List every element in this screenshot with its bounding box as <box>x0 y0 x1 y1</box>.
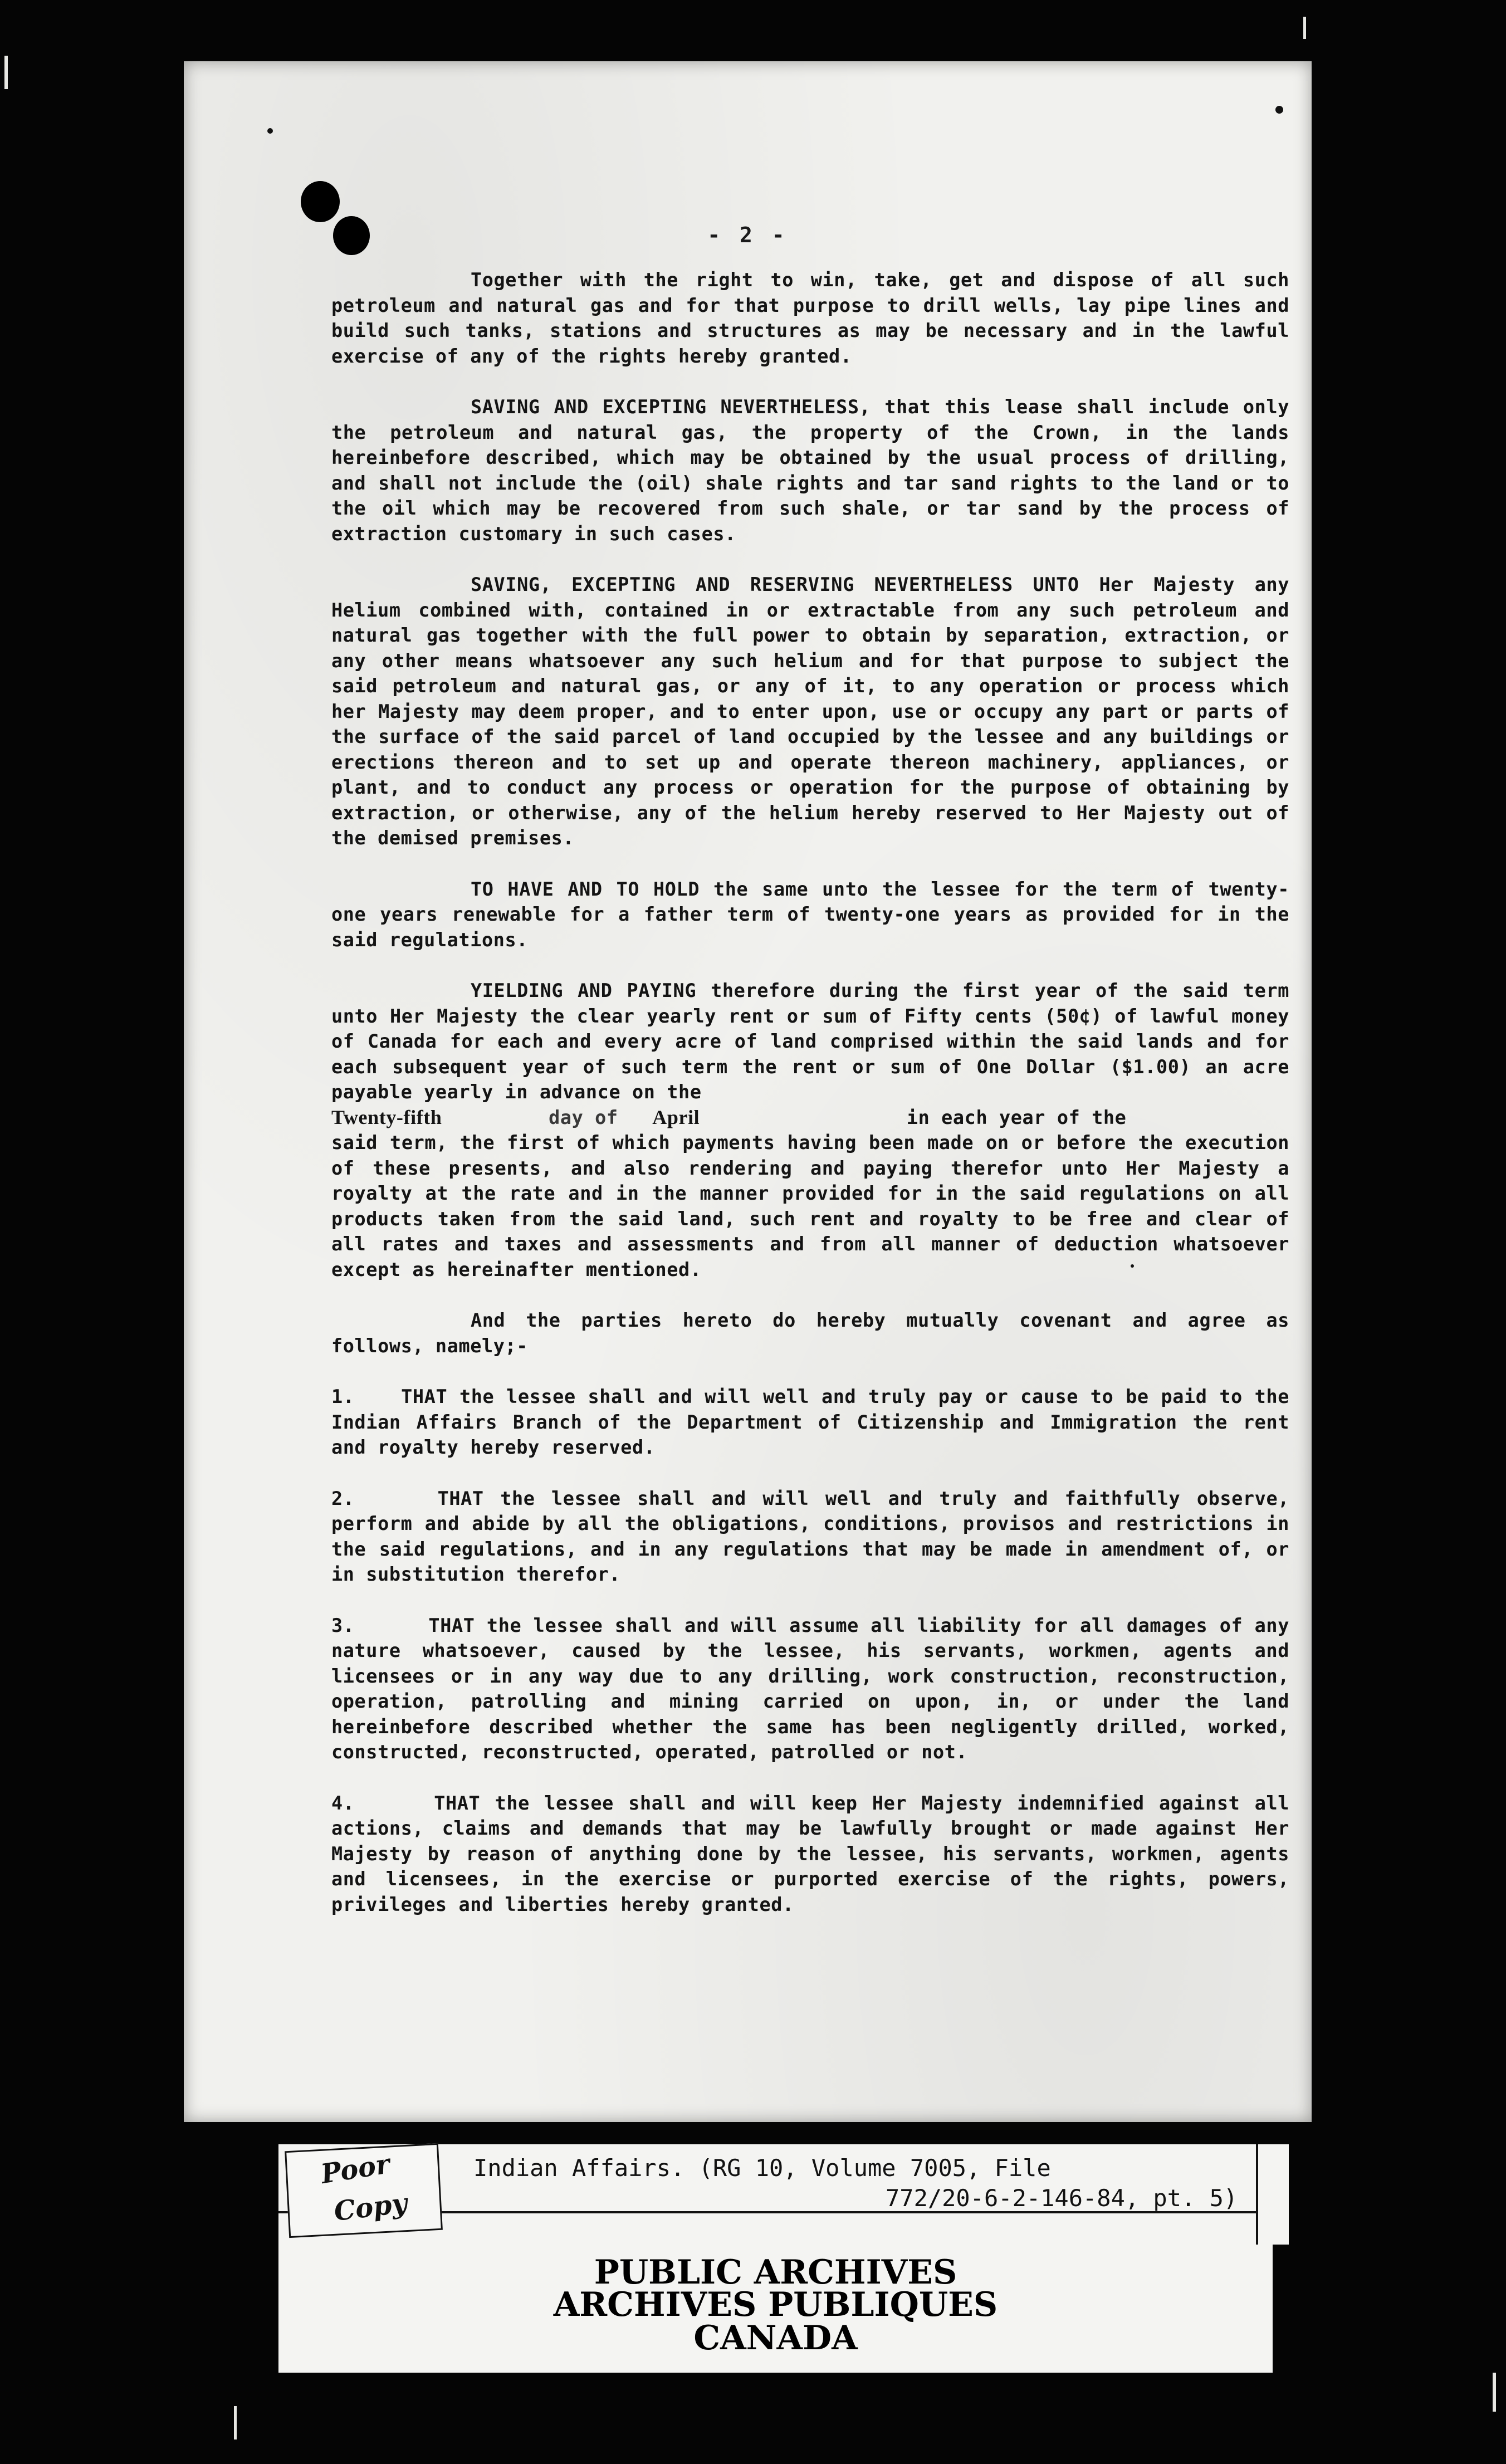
archive-name-line-2: ARCHIVES PUBLIQUES <box>553 2285 998 2324</box>
clause-number: 2. <box>331 1487 355 1509</box>
archive-name-line-3: CANADA <box>693 2319 858 2358</box>
clause-text: THAT the lessee shall and will well and truly pay or cause to be paid to the Indian Affairs Branch of the Department of Citizenship and Immigration the rent and royalty hereby reserved. <box>331 1386 1289 1458</box>
paragraph-parties: And the parties hereto do hereby mutually covenant and agree as follows, namely;- <box>331 1309 1289 1357</box>
poor-copy-line-2: Copy <box>332 2187 409 2228</box>
clause-4 <box>331 1791 1289 1918</box>
poor-copy-label <box>285 2143 443 2238</box>
dust-speck <box>267 128 273 134</box>
slate-tab <box>1256 2144 1289 2245</box>
payment-day: Twenty-fifth <box>331 1106 442 1128</box>
clause-2 <box>331 1486 1289 1587</box>
yielding-part2: said term, the first of which payments having been made on or before the execution of these presents, and also rendering and paying therefor unto Her Majesty a royalty at the rate and in the manner provided for in the said regulations on all products taken from the said land, such rent and royalty to be free and clear of all rates and taxes and assessments and from all manner of deduction whatsoever except as hereinafter mentioned. <box>331 1132 1289 1280</box>
clause-number: 3. <box>331 1614 355 1636</box>
paragraph-to-have: TO HAVE AND TO HOLD the same unto the lessee for the term of twenty-one years renewable for a father term of twenty-one years as provided for in the said regulations. <box>331 878 1289 951</box>
page-number: - 2 - <box>707 223 788 247</box>
payment-month: April <box>652 1106 700 1128</box>
clause-text: THAT the lessee shall and will keep Her Majesty indemnified against all actions, claims and demands that may be lawfully brought or made against Her Majesty by reason of anything done by the lessee, his servants, workmen, agents and licensees, in the exercise or purported exercise of the rights, powers, privileges and liberties hereby granted. <box>331 1792 1289 1915</box>
payment-rest: in each year of the <box>906 1106 1127 1128</box>
yielding-part1: YIELDING AND PAYING therefore during the first year of the said term unto Her Majesty the clear yearly rent or sum of Fifty cents (50¢) of lawful money of Canada for each and every acre of land comprised within the said lands and for each subsequent year of such term the rent or sum of One Dollar ($1.00) an acre payable yearly in advance on the <box>331 980 1289 1103</box>
lease-body <box>331 267 1289 1943</box>
document-page <box>184 61 1312 2122</box>
punch-hole-icon <box>301 181 340 222</box>
paragraph-together: Together with the right to win, take, get and dispose of all such petroleum and natural gas and for that purpose to drill wells, lay pipe lines and build such tanks, stations and structures as may be necessary and in the lawful exercise of any of the rights hereby granted. <box>331 269 1289 367</box>
paragraph-saving-reserving: SAVING, EXCEPTING AND RESERVING NEVERTHELESS UNTO Her Majesty any Helium combined with, contained in or extractable from any such petroleum and natural gas together with the full power to obtain by separation, extraction, or any other means whatsoever any such helium and for that purpose to subject the said petroleum and natural gas, or any of it, to any operation or process which her Majesty may deem proper, and to enter upon, use or occupy any part or parts of the surface of the said parcel of land occupied by the lessee and any buildings or erections thereon and to set up and operate thereon machinery, appliances, or plant, and to conduct any process or operation for the purpose of obtaining by extraction, or otherwise, any of the helium hereby reserved to Her Majesty out of the demised premises. <box>331 574 1289 849</box>
source-line-2: 772/20-6-2-146-84, pt. 5) <box>886 2184 1238 2212</box>
clause-text: THAT the lessee shall and will well and truly and faithfully observe, perform and abide by all the obligations, conditions, provisos and restrictions in the said regulations, and in any regulations that may be made in amendment of, or in substitution therefor. <box>331 1487 1289 1585</box>
film-edge-mark <box>4 56 8 89</box>
archive-slate <box>278 2144 1273 2373</box>
clause-1 <box>331 1384 1289 1460</box>
payment-date-line <box>331 1105 1289 1131</box>
payment-day-of: day of <box>549 1106 618 1128</box>
poor-copy-line-1: Poor <box>319 2148 392 2191</box>
dust-speck <box>1275 106 1283 114</box>
clause-number: 1. <box>331 1386 355 1407</box>
film-edge-mark <box>234 2406 237 2439</box>
film-edge-mark <box>1493 2373 1496 2412</box>
clause-number: 4. <box>331 1792 355 1814</box>
paragraph-saving-excepting: SAVING AND EXCEPTING NEVERTHELESS, that this lease shall include only the petroleum and natural gas, the property of the Crown, in the lands hereinbefore described, which may be obtained by the usual process of drilling, and shall not include the (oil) shale rights and tar sand rights to the land or to the oil which may be recovered from such shale, or tar sand by the process of extraction customary in such cases. <box>331 396 1289 545</box>
film-edge-mark <box>1303 17 1306 39</box>
source-line-1: Indian Affairs. (RG 10, Volume 7005, File <box>473 2154 1051 2182</box>
paragraph-yielding <box>331 978 1289 1282</box>
clause-3 <box>331 1613 1289 1765</box>
clause-text: THAT the lessee shall and will assume all liability for all damages of any nature whatsoever, caused by the lessee, his servants, workmen, agents and licensees or in any way due to any drilling, work construction, reconstruction, operation, patrolling and mining carried on upon, in, or under the land hereinbefore described whether the same has been negligently drilled, worked, constructed, reconstructed, operated, patrolled or not. <box>331 1614 1289 1763</box>
archive-name-line-1: PUBLIC ARCHIVES <box>594 2253 957 2292</box>
